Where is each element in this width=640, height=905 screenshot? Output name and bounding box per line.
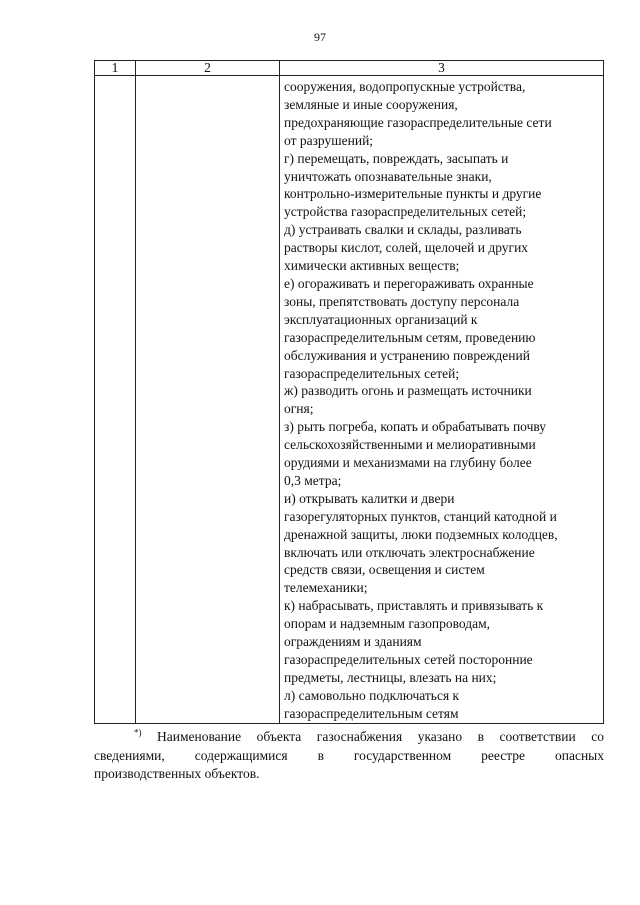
text-line: газорегуляторных пунктов, станций катодной и	[284, 508, 557, 524]
text-line: е) огораживать и перегораживать охранные	[284, 275, 534, 291]
text-line: эксплуатационных организаций к	[284, 311, 478, 327]
footnote-line-2: сведениями, содержащимися в государственном реестре опасных	[94, 747, 604, 763]
text-line: средств связи, освещения и систем	[284, 562, 485, 578]
text-line: от разрушений;	[284, 132, 374, 148]
text-line: орудиями и механизмами на глубину более	[284, 455, 532, 471]
text-line: и) открывать калитки и двери	[284, 490, 455, 506]
footnote-text-1: Наименование объекта газоснабжения указано в соответствии со	[157, 729, 604, 744]
text-line: химически активных веществ;	[284, 258, 460, 274]
requirements-table	[94, 60, 604, 724]
table-header-row	[95, 61, 604, 76]
footnote-line-1	[94, 728, 604, 747]
footnote-mark: *)	[134, 727, 142, 738]
footnote	[94, 728, 604, 784]
text-line: земляные и иные сооружения,	[284, 96, 458, 112]
text-line: 0,3 метра;	[284, 472, 342, 488]
text-line: сооружения, водопропускные устройства,	[284, 79, 526, 94]
text-line: з) рыть погреба, копать и обрабатывать почву	[284, 419, 547, 435]
text-line: газораспределительным сетям	[284, 705, 459, 721]
text-line: л) самовольно подключаться к	[284, 687, 460, 703]
footnote-line-3: производственных объектов.	[94, 766, 260, 781]
text-line: телемеханики;	[284, 580, 368, 596]
text-line: к) набрасывать, приставлять и привязывать к	[284, 598, 544, 614]
text-line: г) перемещать, повреждать, засыпать и	[284, 150, 509, 166]
column-header-1: 1	[95, 61, 136, 76]
text-line: предохраняющие газораспределительные сети	[284, 114, 552, 130]
text-line: уничтожать опознавательные знаки,	[284, 168, 492, 184]
text-line: д) устраивать свалки и склады, разливать	[284, 222, 522, 238]
text-line: устройства газораспределительных сетей;	[284, 204, 527, 220]
text-line: зоны, препятствовать доступу персонала	[284, 293, 520, 309]
text-line: дренажной защиты, люки подземных колодцев,	[284, 526, 558, 542]
table-cell-col1	[95, 76, 136, 724]
text-line: ж) разводить огонь и размещать источники	[284, 383, 532, 399]
table-cell-col2	[136, 76, 280, 724]
text-line: сельскохозяйственными и мелиоративными	[284, 437, 536, 453]
page-number: 97	[314, 30, 326, 44]
column-header-2: 2	[136, 61, 280, 76]
restrictions-text	[280, 76, 603, 723]
table-cell-col3	[280, 76, 604, 724]
column-header-3: 3	[280, 61, 604, 76]
text-line: ограждениям и зданиям	[284, 634, 422, 650]
text-line: опорам и надземным газопроводам,	[284, 616, 490, 632]
table-row	[95, 76, 604, 724]
text-line: газораспределительных сетей посторонние	[284, 652, 533, 667]
text-line: растворы кислот, солей, щелочей и других	[284, 240, 529, 256]
text-line: предметы, лестницы, влезать на них;	[284, 669, 497, 685]
text-line: огня;	[284, 401, 314, 417]
text-line: обслуживания и устранению повреждений	[284, 347, 530, 363]
text-line: включать или отключать электроснабжение	[284, 544, 535, 560]
text-line: контрольно-измерительные пункты и другие	[284, 186, 542, 202]
text-line: газораспределительным сетям, проведению	[284, 329, 536, 345]
text-line: газораспределительных сетей;	[284, 365, 460, 381]
